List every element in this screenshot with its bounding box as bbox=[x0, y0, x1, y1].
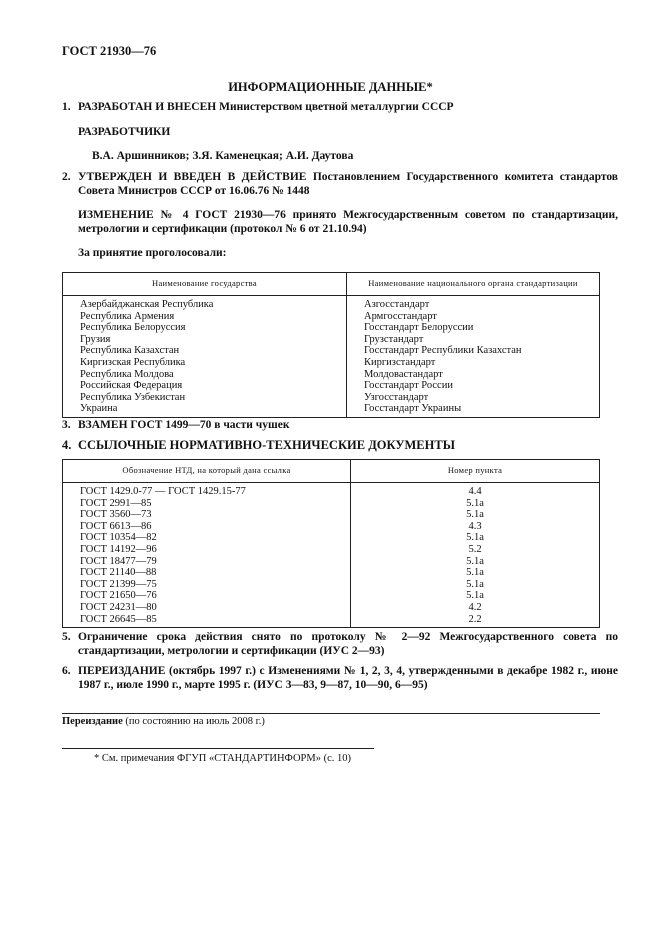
section-3 bbox=[62, 418, 602, 432]
table-cell: 4.4 bbox=[468, 486, 482, 497]
table-cell: Молдовастандарт bbox=[364, 368, 443, 380]
section-2-text: Постановлением Государственного комитета стандартов Совета Министров СССР от 16.06.76 № 1448 bbox=[78, 171, 618, 197]
table-cell: ГОСТ 18477—79 bbox=[80, 555, 157, 567]
section-number: 6. bbox=[62, 665, 71, 677]
table-cell: Республика Молдова bbox=[80, 368, 174, 380]
section-1-text: РАЗРАБОТАН И ВНЕСЕН Министерством цветной металлургии СССР bbox=[78, 101, 454, 113]
table-cell: ГОСТ 2991—85 bbox=[80, 497, 152, 509]
section-number: 2. bbox=[62, 171, 71, 183]
table-cell: Украина bbox=[80, 403, 118, 415]
table-cell: Республика Казахстан bbox=[80, 345, 180, 357]
section-5-text: Ограничение срока действия снято по протоколу № 2—92 Межгосударственного совета по стандартизации, метрологии и сертификации (ИУС 2—93) bbox=[78, 631, 618, 657]
section-4 bbox=[62, 438, 602, 452]
section-2 bbox=[62, 170, 618, 198]
change-text: принято Межгосударственным советом по стандартизации, метрологии и сертификации (протокол № 6 от 21.10.94) bbox=[78, 209, 618, 235]
table-cell: 4.3 bbox=[468, 520, 482, 532]
references-table bbox=[62, 459, 600, 628]
change-note bbox=[62, 208, 618, 236]
section-3-bold: ВЗАМЕН ГОСТ 1499—70 bbox=[78, 419, 212, 431]
change-bold: ИЗМЕНЕНИЕ № 4 ГОСТ 21930—76 bbox=[78, 209, 286, 221]
table-cell: ГОСТ 26645—85 bbox=[80, 613, 157, 625]
table-cell: ГОСТ 24231—80 bbox=[80, 601, 157, 613]
table-cell: Российская Федерация bbox=[80, 380, 183, 392]
reissue-note bbox=[62, 716, 265, 727]
table-cell: Республика Узбекистан bbox=[80, 391, 186, 403]
page-title: ИНФОРМАЦИОННЫЕ ДАННЫЕ* bbox=[228, 80, 433, 94]
section-5 bbox=[62, 630, 618, 658]
table-cell: Госстандарт России bbox=[364, 380, 453, 392]
section-6 bbox=[62, 664, 618, 692]
bodies-column bbox=[347, 296, 600, 418]
section-6-text: (октябрь 1997 г.) с Изменениями № 1, 2, 3, 4, утвержденными в декабре 1982 г., июне 1987 г., июле 1990 г., марте 1995 г. (ИУС 3—83, 9—87, 10—90, 6—95) bbox=[78, 665, 618, 691]
section-4-title: ССЫЛОЧНЫЕ НОРМАТИВНО-ТЕХНИЧЕСКИЕ ДОКУМЕНТЫ bbox=[78, 438, 455, 452]
footnote-divider bbox=[62, 748, 374, 749]
points-column bbox=[351, 483, 600, 628]
voted-label: За принятие проголосовали: bbox=[78, 247, 227, 259]
section-2-bold: УТВЕРЖДЕН И ВВЕДЕН В ДЕЙСТВИЕ bbox=[78, 171, 307, 183]
table-cell: Республика Армения bbox=[80, 310, 175, 322]
section-number: 3. bbox=[62, 419, 71, 431]
table-cell: ГОСТ 10354—82 bbox=[80, 532, 157, 544]
section-1 bbox=[62, 100, 602, 114]
states-column bbox=[63, 296, 347, 418]
table-cell: 5.2 bbox=[468, 543, 482, 555]
table-header: Номер пункта bbox=[351, 460, 600, 483]
table-cell: Узгосстандарт bbox=[364, 391, 429, 403]
table-cell: Киргизстандарт bbox=[364, 356, 436, 368]
section-number: 4. bbox=[62, 438, 72, 452]
table-cell: ГОСТ 3560—73 bbox=[80, 509, 152, 521]
table-cell: ГОСТ 1429.0-77 — ГОСТ 1429.15-77 bbox=[80, 486, 246, 497]
table-cell: 5.1а bbox=[466, 567, 484, 579]
section-number: 5. bbox=[62, 631, 71, 643]
docs-column bbox=[63, 483, 351, 628]
table-cell: 5.1а bbox=[466, 590, 484, 602]
table-cell: 5.1а bbox=[466, 532, 484, 544]
section-3-text: в части чушек bbox=[211, 419, 290, 431]
section-number: 1. bbox=[62, 101, 71, 113]
document-header: ГОСТ 21930—76 bbox=[62, 44, 157, 58]
table-cell: Киргизская Республика bbox=[80, 356, 186, 368]
divider bbox=[62, 713, 600, 714]
table-cell: 5.1а bbox=[466, 497, 484, 509]
table-cell: Армгосстандарт bbox=[364, 310, 437, 322]
table-cell: 5.1а bbox=[466, 509, 484, 521]
table-cell: Госстандарт Украины bbox=[364, 403, 462, 415]
reissue-bold: Переиздание bbox=[62, 716, 123, 727]
section-6-bold: ПЕРЕИЗДАНИЕ bbox=[78, 665, 166, 677]
developers-list: В.А. Аршинников; З.Я. Каменецкая; А.И. Даутова bbox=[92, 150, 354, 162]
table-cell: Грузстандарт bbox=[364, 333, 424, 345]
footnote: * См. примечания ФГУП «СТАНДАРТИНФОРМ» (с. 10) bbox=[94, 753, 352, 764]
table-cell: ГОСТ 21650—76 bbox=[80, 590, 157, 602]
table-cell: Госстандарт Белоруссии bbox=[364, 322, 474, 334]
table-cell: 4.2 bbox=[468, 601, 482, 613]
states-table bbox=[62, 272, 600, 418]
table-cell: 2.2 bbox=[468, 613, 482, 625]
table-cell: ГОСТ 6613—86 bbox=[80, 520, 152, 532]
table-cell: Азгосстандарт bbox=[364, 299, 430, 310]
table-cell: ГОСТ 14192—96 bbox=[80, 543, 157, 555]
developers-heading: РАЗРАБОТЧИКИ bbox=[78, 126, 171, 138]
table-cell: Госстандарт Республики Казахстан bbox=[364, 345, 522, 357]
table-cell: ГОСТ 21140—88 bbox=[80, 567, 157, 579]
table-cell: 5.1а bbox=[466, 578, 484, 590]
table-cell: Республика Белоруссия bbox=[80, 322, 186, 334]
table-cell: 5.1а bbox=[466, 555, 484, 567]
table-header: Обозначение НТД, на который дана ссылка bbox=[63, 460, 351, 483]
table-cell: ГОСТ 21399—75 bbox=[80, 578, 157, 590]
table-cell: Азербайджанская Республика bbox=[80, 299, 214, 310]
table-cell: Грузия bbox=[80, 333, 111, 345]
reissue-text: (по состоянию на июль 2008 г.) bbox=[122, 716, 265, 727]
table-header: Наименование государства bbox=[63, 273, 347, 296]
table-header: Наименование национального органа стандартизации bbox=[347, 273, 600, 296]
